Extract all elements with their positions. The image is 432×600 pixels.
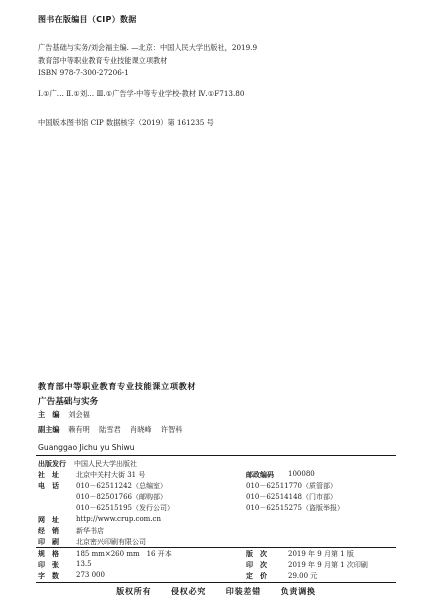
deputy-editor-row bbox=[38, 425, 190, 435]
publisher-value: 中国人民大学出版社 bbox=[74, 460, 137, 468]
sheets-value: 13.5 bbox=[76, 560, 92, 568]
distributor-value: 新华书店 bbox=[76, 527, 104, 535]
book-title: 广告基础与实务 bbox=[38, 397, 99, 407]
phone-label: 电 话 bbox=[38, 482, 59, 490]
deputy-editor-name: 肖晓峰 bbox=[130, 425, 152, 434]
chief-editor-row bbox=[38, 410, 90, 420]
phone-value: 010－62511242（总编室） bbox=[76, 482, 167, 490]
postcode-value: 100080 bbox=[288, 470, 315, 478]
footer-slogan: 印装差错 bbox=[225, 586, 261, 596]
cip-line-series: 教育部中等职业教育专业技能课立项教材 bbox=[38, 55, 168, 65]
format-value: 185 mm×260 mm 16 开本 bbox=[76, 550, 172, 558]
printing-label: 印 次 bbox=[246, 561, 267, 569]
footer-slogan: 负责调换 bbox=[280, 586, 316, 596]
address-label: 社 址 bbox=[38, 471, 59, 479]
top-divider bbox=[36, 455, 396, 456]
chief-editor-label: 主 编 bbox=[38, 410, 60, 419]
price-label: 定 价 bbox=[246, 572, 267, 580]
printing-value: 2019 年 9 月第 1 次印刷 bbox=[288, 561, 368, 569]
sheets-label: 印 张 bbox=[38, 561, 59, 569]
printer-label: 印 刷 bbox=[38, 538, 59, 546]
cip-line-author-publisher: 广告基础与实务/刘会福主编. —北京：中国人民大学出版社，2019.9 bbox=[38, 43, 258, 52]
cip-line-isbn: ISBN 978-7-300-27206-1 bbox=[38, 68, 129, 77]
cip-record bbox=[38, 42, 257, 80]
printer-value: 北京密兴印刷有限公司 bbox=[76, 538, 146, 546]
deputy-editor-label: 副主编 bbox=[38, 425, 60, 434]
publisher-label: 出版发行 bbox=[38, 460, 66, 468]
footer-slogan: 版权所有 bbox=[116, 586, 152, 596]
chief-editor-name: 刘会福 bbox=[68, 410, 90, 419]
deputy-editor-name: 陆雪君 bbox=[99, 425, 121, 434]
price-value: 29.00 元 bbox=[288, 572, 318, 580]
bottom-divider bbox=[36, 582, 396, 583]
format-label: 规 格 bbox=[38, 550, 59, 558]
phone-value: 010－62514148（门市部） bbox=[246, 493, 337, 501]
postcode-label: 邮政编码 bbox=[246, 471, 274, 479]
footer-slogans bbox=[0, 586, 432, 597]
website-label: 网 址 bbox=[38, 516, 59, 524]
distributor-label: 经 销 bbox=[38, 527, 59, 535]
deputy-editor-name: 赖有明 bbox=[68, 425, 90, 434]
edition-value: 2019 年 9 月第 1 版 bbox=[288, 550, 354, 558]
book-title-pinyin: Guanggao Jichu yu Shiwu bbox=[38, 443, 135, 452]
phone-value: 010－62511770（质管部） bbox=[246, 482, 337, 490]
cip-record-number: 中国版本图书馆 CIP 数据核字（2019）第 161235 号 bbox=[38, 118, 214, 127]
deputy-editor-name: 许智科 bbox=[160, 425, 183, 434]
words-label: 字 数 bbox=[38, 572, 59, 580]
footer-slogan: 侵权必究 bbox=[171, 586, 207, 596]
phone-value: 010－82501766（邮购部） bbox=[76, 493, 167, 501]
series-title: 教育部中等职业教育专业技能课立项教材 bbox=[38, 381, 197, 391]
middle-divider bbox=[36, 547, 396, 548]
cip-heading: 图书在版编目（CIP）数据 bbox=[38, 15, 137, 24]
words-value: 273 000 bbox=[76, 571, 105, 579]
website-value: http://www.crup.com.cn bbox=[76, 515, 161, 523]
cip-classification: Ⅰ.①广… Ⅱ.①刘… Ⅲ.①广告学-中等专业学校-教材 Ⅳ.①F713.80 bbox=[38, 89, 245, 98]
address-value: 北京中关村大街 31 号 bbox=[76, 471, 146, 479]
phone-value: 010－62515195（发行公司） bbox=[76, 504, 174, 512]
edition-label: 版 次 bbox=[246, 550, 267, 558]
phone-value: 010－62515275（盗版举报） bbox=[246, 504, 344, 512]
